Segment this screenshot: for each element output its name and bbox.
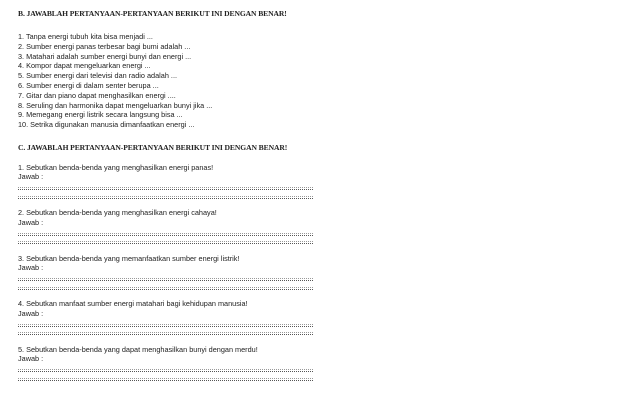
essay-question-1 [18, 163, 318, 199]
section-b-item: 4. Kompor dapat mengeluarkan energi ... [18, 61, 151, 71]
answer-line[interactable] [18, 372, 313, 381]
section-b-item: 5. Sumber energi dari televisi dan radio adalah ... [18, 71, 178, 81]
answer-line[interactable] [18, 364, 313, 373]
essay-question-5 [18, 345, 318, 381]
section-b-heading: B. JAWABLAH PERTANYAAN-PERTANYAAN BERIKUT INI DENGAN BENAR! [18, 9, 287, 18]
section-b-item: 9. Memegang energi listrik secara langsung bisa ... [18, 110, 183, 120]
section-b-list [18, 32, 318, 130]
essay-question-4 [18, 299, 318, 335]
answer-line[interactable] [18, 182, 313, 191]
answer-label: Jawab : [18, 263, 44, 273]
question-text: 1. Sebutkan benda-benda yang menghasilkan energi panas! [18, 162, 214, 172]
answer-line[interactable] [18, 327, 313, 336]
essay-question-2 [18, 208, 318, 244]
section-b-item: 6. Sumber energi di dalam senter berupa ... [18, 80, 159, 90]
section-c-heading: C. JAWABLAH PERTANYAAN-PERTANYAAN BERIKUT INI DENGAN BENAR! [18, 142, 288, 152]
essay-question-3 [18, 254, 318, 290]
question-text: 2. Sebutkan benda-benda yang menghasilkan energi cahaya! [18, 208, 217, 218]
answer-line[interactable] [18, 227, 313, 236]
answer-line[interactable] [18, 273, 313, 282]
section-b-item: 1. Tanpa energi tubuh kita bisa menjadi ... [18, 32, 153, 41]
section-c [18, 143, 318, 381]
answer-line[interactable] [18, 190, 313, 199]
question-text: 5. Sebutkan benda-benda yang dapat menghasilkan bunyi dengan merdu! [18, 344, 258, 354]
section-b [18, 9, 318, 130]
worksheet-content [18, 9, 318, 390]
answer-line[interactable] [18, 236, 313, 245]
answer-label: Jawab : [18, 354, 44, 364]
section-b-item: 2. Sumber energi panas terbesar bagi bumi adalah ... [18, 41, 191, 51]
answer-line[interactable] [18, 318, 313, 327]
answer-line[interactable] [18, 281, 313, 290]
section-b-item: 7. Gitar dan piano dapat menghasilkan energi .... [18, 90, 176, 100]
section-b-item: 3. Matahari adalah sumber energi bunyi dan energi ... [18, 51, 192, 61]
question-text: 3. Sebutkan benda-benda yang memanfaatkan sumber energi listrik! [18, 253, 240, 263]
question-text: 4. Sebutkan manfaat sumber energi matahari bagi kehidupan manusia! [18, 299, 248, 309]
answer-label: Jawab : [18, 217, 44, 227]
answer-label: Jawab : [18, 308, 44, 318]
answer-label: Jawab : [18, 172, 44, 182]
section-b-item: 8. Seruling dan harmonika dapat mengeluarkan bunyi jika ... [18, 100, 213, 110]
section-b-item: 10. Setrika digunakan manusia dimanfaatkan energi ... [18, 120, 195, 130]
